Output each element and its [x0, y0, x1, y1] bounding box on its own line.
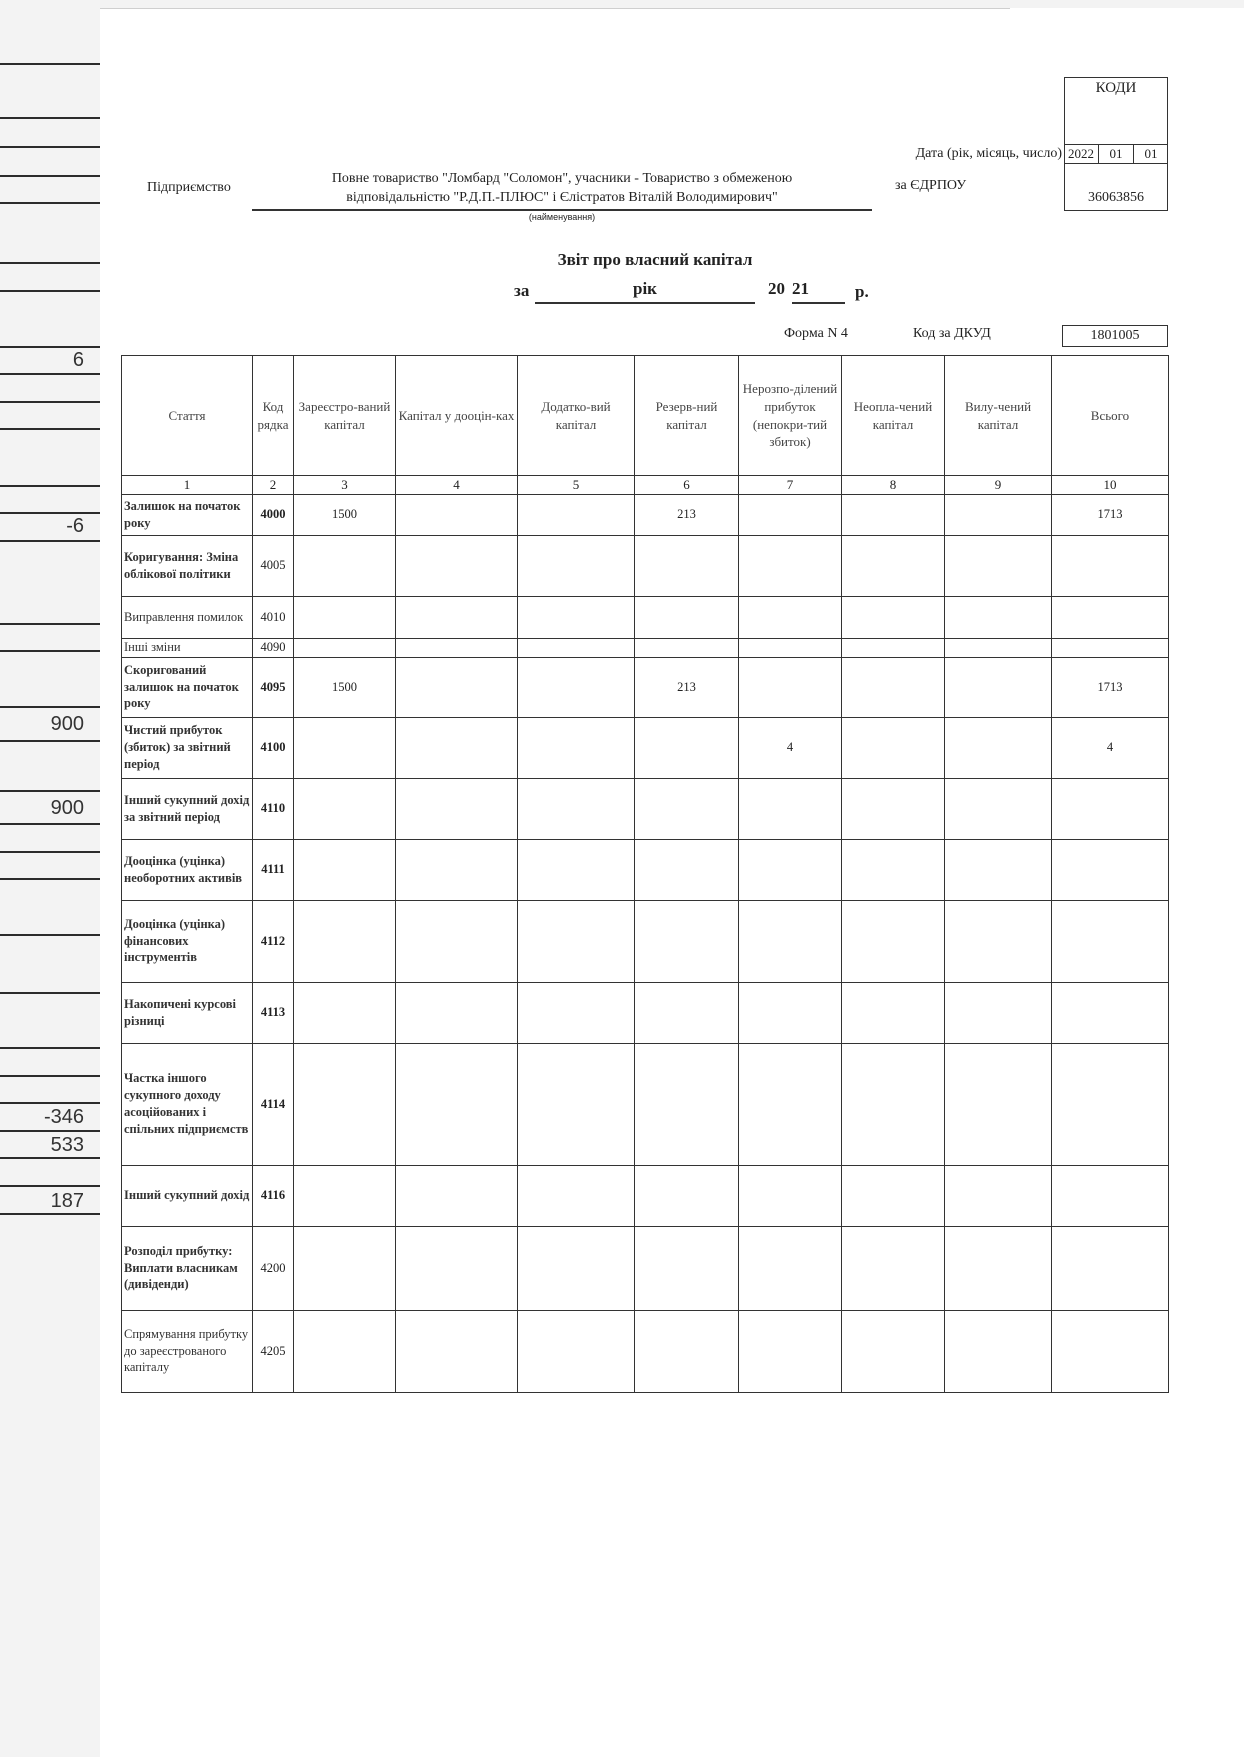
table-row — [122, 900, 1169, 982]
cell-additional-capital — [518, 900, 635, 982]
col-header: Резерв-ний капітал — [635, 356, 739, 476]
margin-rule — [0, 540, 100, 542]
col-header: Вилу-чений капітал — [945, 356, 1052, 476]
margin-rule — [0, 740, 100, 742]
cell-additional-capital — [518, 1043, 635, 1165]
cell-additional-capital — [518, 1226, 635, 1310]
table-row — [122, 596, 1169, 638]
cell-registered-capital: 1500 — [294, 494, 396, 535]
cell-additional-capital — [518, 1310, 635, 1392]
cell-registered-capital — [294, 900, 396, 982]
cell-total: 1713 — [1052, 657, 1169, 717]
table-row — [122, 535, 1169, 596]
cell-withdrawn-capital — [945, 535, 1052, 596]
cell-unpaid-capital — [842, 596, 945, 638]
table-row — [122, 839, 1169, 900]
cell-reserve-capital — [635, 982, 739, 1043]
cell-revaluation-capital — [396, 1226, 518, 1310]
margin-rule — [0, 992, 100, 994]
enterprise-name-line1: Повне товариство "Ломбард "Соломон", учасники - Товариство з обмеженою — [331, 171, 793, 186]
margin-number: 187 — [50, 1190, 84, 1212]
cell-revaluation-capital — [396, 982, 518, 1043]
cell-revaluation-capital — [396, 657, 518, 717]
cell-revaluation-capital — [396, 1165, 518, 1226]
cell-registered-capital: 1500 — [294, 657, 396, 717]
cell-registered-capital — [294, 596, 396, 638]
margin-rule — [0, 934, 100, 936]
cell-retained-earnings — [739, 1226, 842, 1310]
date-month: 01 — [1099, 145, 1134, 163]
col-header: Стаття — [122, 356, 253, 476]
cell-retained-earnings — [739, 638, 842, 657]
table-row — [122, 638, 1169, 657]
column-number: 5 — [518, 476, 635, 495]
row-label: Інший сукупний дохід за звітний період — [122, 778, 253, 839]
cell-retained-earnings — [739, 900, 842, 982]
row-label: Залишок на початок року — [122, 494, 253, 535]
year-suffix: 21 — [792, 279, 809, 298]
column-number: 1 — [122, 476, 253, 495]
cell-total: 1713 — [1052, 494, 1169, 535]
margin-rule — [0, 1075, 100, 1077]
cell-revaluation-capital — [396, 1043, 518, 1165]
margin-number: 533 — [50, 1134, 84, 1156]
margin-number: -6 — [66, 515, 84, 537]
edrpou-label: за ЄДРПОУ — [895, 178, 967, 193]
margin-rule — [0, 1047, 100, 1049]
cell-withdrawn-capital — [945, 1165, 1052, 1226]
table-header-row — [122, 356, 1169, 476]
column-number: 4 — [396, 476, 518, 495]
year-end: р. — [855, 282, 869, 301]
row-code: 4113 — [253, 982, 294, 1043]
col-header: Нерозпо-ділений прибуток (непокри-тий збиток) — [739, 356, 842, 476]
cell-registered-capital — [294, 1226, 396, 1310]
cell-total — [1052, 982, 1169, 1043]
cell-additional-capital — [518, 657, 635, 717]
cell-retained-earnings: 4 — [739, 717, 842, 778]
cell-registered-capital — [294, 839, 396, 900]
table-row — [122, 494, 1169, 535]
margin-rule — [0, 1185, 100, 1187]
cell-withdrawn-capital — [945, 778, 1052, 839]
margin-rule — [0, 290, 100, 292]
column-number: 6 — [635, 476, 739, 495]
name-caption: (найменування) — [528, 212, 596, 222]
codes-title: КОДИ — [1095, 80, 1137, 96]
cell-unpaid-capital — [842, 494, 945, 535]
cell-unpaid-capital — [842, 778, 945, 839]
margin-rule — [0, 1102, 100, 1104]
column-number: 10 — [1052, 476, 1169, 495]
cell-unpaid-capital — [842, 1043, 945, 1165]
margin-rule — [0, 623, 100, 625]
margin-number: 900 — [50, 713, 84, 735]
margin-rule — [0, 878, 100, 880]
margin-rule — [0, 485, 100, 487]
period-word: рік — [633, 279, 657, 298]
cell-unpaid-capital — [842, 657, 945, 717]
cell-withdrawn-capital — [945, 494, 1052, 535]
cell-reserve-capital — [635, 717, 739, 778]
margin-rule — [0, 202, 100, 204]
cell-unpaid-capital — [842, 717, 945, 778]
cell-retained-earnings — [739, 1310, 842, 1392]
cell-revaluation-capital — [396, 778, 518, 839]
cell-total — [1052, 900, 1169, 982]
cell-unpaid-capital — [842, 982, 945, 1043]
margin-rule — [0, 512, 100, 514]
capital-table — [121, 355, 1169, 1393]
cell-revaluation-capital — [396, 596, 518, 638]
cell-retained-earnings — [739, 982, 842, 1043]
cell-revaluation-capital — [396, 1310, 518, 1392]
col-header: Код рядка — [253, 356, 294, 476]
date-day: 01 — [1144, 146, 1158, 161]
cell-total — [1052, 1226, 1169, 1310]
cell-registered-capital — [294, 982, 396, 1043]
margin-rule — [0, 373, 100, 375]
cell-additional-capital — [518, 717, 635, 778]
cell-reserve-capital — [635, 535, 739, 596]
cell-withdrawn-capital — [945, 638, 1052, 657]
cell-registered-capital — [294, 1310, 396, 1392]
cell-withdrawn-capital — [945, 657, 1052, 717]
cell-revaluation-capital — [396, 839, 518, 900]
row-label: Інший сукупний дохід — [122, 1165, 253, 1226]
cell-withdrawn-capital — [945, 596, 1052, 638]
margin-rule — [0, 63, 100, 65]
row-code: 4005 — [253, 535, 294, 596]
date-label: Дата (рік, місяць, число) — [915, 146, 1062, 161]
margin-rule — [0, 428, 100, 430]
row-label: Дооцінка (уцінка) необоротних активів — [122, 839, 253, 900]
cell-reserve-capital — [635, 1043, 739, 1165]
cell-additional-capital — [518, 494, 635, 535]
cell-reserve-capital — [635, 900, 739, 982]
cell-registered-capital — [294, 778, 396, 839]
margin-rule — [0, 650, 100, 652]
cell-retained-earnings — [739, 494, 842, 535]
cell-additional-capital — [518, 982, 635, 1043]
column-number: 2 — [253, 476, 294, 495]
cell-total — [1052, 1310, 1169, 1392]
row-label: Дооцінка (уцінка) фінансових інструментів — [122, 900, 253, 982]
margin-number: 6 — [72, 349, 84, 371]
margin-rule — [0, 823, 100, 825]
row-label: Коригування: Зміна облікової політики — [122, 535, 253, 596]
row-code: 4095 — [253, 657, 294, 717]
cell-retained-earnings — [739, 596, 842, 638]
date-year: 2022 — [1064, 145, 1099, 163]
row-label: Частка іншого сукупного доходу асоційованих і спільних підприємств — [122, 1043, 253, 1165]
margin-rule — [0, 401, 100, 403]
enterprise-label: Підприємство — [147, 180, 231, 195]
table-row — [122, 982, 1169, 1043]
cell-registered-capital — [294, 1165, 396, 1226]
column-number: 7 — [739, 476, 842, 495]
cell-reserve-capital — [635, 1226, 739, 1310]
cell-additional-capital — [518, 778, 635, 839]
period-underline — [535, 302, 755, 304]
cell-reserve-capital — [635, 638, 739, 657]
row-code: 4114 — [253, 1043, 294, 1165]
row-label: Чистий прибуток (збиток) за звітний період — [122, 717, 253, 778]
col-header: Всього — [1052, 356, 1169, 476]
enterprise-name-line2: відповідальністю "Р.Д.П.-ПЛЮС" і Єлістратов Віталій Володимирович" — [346, 190, 778, 205]
year-prefix: 20 — [768, 279, 785, 298]
cell-total: 4 — [1052, 717, 1169, 778]
margin-rule — [0, 262, 100, 264]
margin-rule — [0, 851, 100, 853]
column-number: 3 — [294, 476, 396, 495]
row-code: 4010 — [253, 596, 294, 638]
column-number: 9 — [945, 476, 1052, 495]
dkud-code: 1801005 — [1062, 325, 1168, 347]
margin-rule — [0, 790, 100, 792]
table-row — [122, 1310, 1169, 1392]
table-row — [122, 717, 1169, 778]
margin-rule — [0, 117, 100, 119]
column-number-row — [122, 476, 1169, 495]
row-code: 4111 — [253, 839, 294, 900]
col-header: Неопла-чений капітал — [842, 356, 945, 476]
cell-revaluation-capital — [396, 717, 518, 778]
margin-number: 900 — [50, 797, 84, 819]
cell-total — [1052, 1165, 1169, 1226]
row-code: 4200 — [253, 1226, 294, 1310]
cell-unpaid-capital — [842, 1226, 945, 1310]
cell-unpaid-capital — [842, 900, 945, 982]
row-code: 4100 — [253, 717, 294, 778]
cell-withdrawn-capital — [945, 1043, 1052, 1165]
cell-total — [1052, 535, 1169, 596]
cell-total — [1052, 638, 1169, 657]
cell-revaluation-capital — [396, 638, 518, 657]
cell-registered-capital — [294, 717, 396, 778]
cell-retained-earnings — [739, 657, 842, 717]
cell-additional-capital — [518, 1165, 635, 1226]
row-label: Виправлення помилок — [122, 596, 253, 638]
row-code: 4205 — [253, 1310, 294, 1392]
cell-unpaid-capital — [842, 638, 945, 657]
cell-revaluation-capital — [396, 494, 518, 535]
cell-withdrawn-capital — [945, 1310, 1052, 1392]
margin-rule — [0, 706, 100, 708]
cell-revaluation-capital — [396, 900, 518, 982]
table-row — [122, 657, 1169, 717]
cell-total — [1052, 596, 1169, 638]
row-code: 4116 — [253, 1165, 294, 1226]
table-row — [122, 1043, 1169, 1165]
cell-additional-capital — [518, 839, 635, 900]
cell-reserve-capital — [635, 1165, 739, 1226]
top-border — [100, 8, 1010, 9]
cell-reserve-capital — [635, 1310, 739, 1392]
margin-rule — [0, 1213, 100, 1215]
cell-reserve-capital: 213 — [635, 494, 739, 535]
row-code: 4000 — [253, 494, 294, 535]
margin-rule — [0, 146, 100, 148]
table-row — [122, 778, 1169, 839]
row-label: Розподіл прибутку: Виплати власникам (дивіденди) — [122, 1226, 253, 1310]
cell-total — [1052, 1043, 1169, 1165]
report-title: Звіт про власний капітал — [557, 250, 753, 269]
cell-retained-earnings — [739, 1043, 842, 1165]
enterprise-underline — [252, 209, 872, 211]
cell-unpaid-capital — [842, 839, 945, 900]
row-code: 4110 — [253, 778, 294, 839]
margin-rule — [0, 1157, 100, 1159]
cell-unpaid-capital — [842, 1165, 945, 1226]
cell-retained-earnings — [739, 1165, 842, 1226]
row-label: Інші зміни — [122, 638, 253, 657]
margin-rule — [0, 1130, 100, 1132]
cell-withdrawn-capital — [945, 839, 1052, 900]
cell-unpaid-capital — [842, 1310, 945, 1392]
cell-total — [1052, 778, 1169, 839]
cell-withdrawn-capital — [945, 900, 1052, 982]
col-header: Зареєстро-ваний капітал — [294, 356, 396, 476]
margin-number: -346 — [43, 1106, 84, 1128]
cell-unpaid-capital — [842, 535, 945, 596]
table-row — [122, 1165, 1169, 1226]
row-label: Спрямування прибутку до зареєстрованого капіталу — [122, 1310, 253, 1392]
cell-registered-capital — [294, 1043, 396, 1165]
cell-reserve-capital: 213 — [635, 657, 739, 717]
cell-retained-earnings — [739, 778, 842, 839]
dkud-label: Код за ДКУД — [913, 326, 991, 341]
edrpou-code: 36063856 — [1088, 190, 1144, 205]
cell-registered-capital — [294, 638, 396, 657]
cell-additional-capital — [518, 596, 635, 638]
cell-additional-capital — [518, 638, 635, 657]
cell-retained-earnings — [739, 839, 842, 900]
cell-total — [1052, 839, 1169, 900]
row-code: 4112 — [253, 900, 294, 982]
cell-withdrawn-capital — [945, 982, 1052, 1043]
cell-withdrawn-capital — [945, 1226, 1052, 1310]
cell-withdrawn-capital — [945, 717, 1052, 778]
column-number: 8 — [842, 476, 945, 495]
row-label: Скоригований залишок на початок року — [122, 657, 253, 717]
cell-additional-capital — [518, 535, 635, 596]
col-header: Капітал у дооцін-ках — [396, 356, 518, 476]
col-header: Додатко-вий капітал — [518, 356, 635, 476]
table-row — [122, 1226, 1169, 1310]
date-cells — [1064, 144, 1168, 164]
cell-reserve-capital — [635, 839, 739, 900]
cell-registered-capital — [294, 535, 396, 596]
cell-reserve-capital — [635, 596, 739, 638]
cell-retained-earnings — [739, 535, 842, 596]
row-code: 4090 — [253, 638, 294, 657]
enterprise-name — [252, 169, 872, 207]
margin-rule — [0, 346, 100, 348]
margin-rule — [0, 175, 100, 177]
cell-reserve-capital — [635, 778, 739, 839]
period-prefix: за — [514, 281, 530, 300]
cell-revaluation-capital — [396, 535, 518, 596]
row-label: Накопичені курсові різниці — [122, 982, 253, 1043]
year-underline — [792, 302, 845, 304]
form-label: Форма N 4 — [784, 326, 848, 341]
